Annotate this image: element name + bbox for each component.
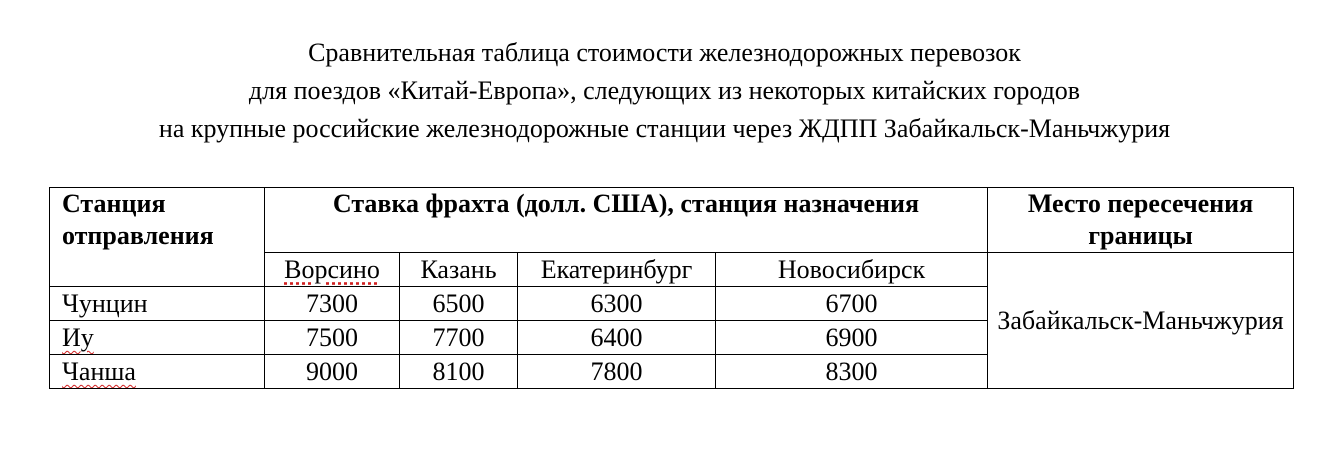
station-label: Иу	[62, 323, 94, 352]
crossing-point-cell: Забайкальск-Маньчжурия	[988, 253, 1294, 389]
station-yiwu	[50, 321, 265, 355]
header-freight-rate: Ставка фрахта (долл. США), станция назначения	[265, 188, 988, 253]
rate-cell: 6900	[716, 321, 988, 355]
rate-cell: 7300	[265, 287, 400, 321]
rate-cell: 7700	[400, 321, 518, 355]
rate-cell: 6400	[518, 321, 716, 355]
title-line-3: на крупные российские железнодорожные станции через ЖДПП Забайкальск-Маньчжурия	[158, 114, 1171, 143]
header-row	[50, 188, 1294, 253]
rate-cell: 9000	[265, 355, 400, 389]
station-chongqing: Чунцин	[50, 287, 265, 321]
title-line-1: Сравнительная таблица стоимости железнодорожных перевозок	[308, 38, 1021, 67]
rate-cell: 7500	[265, 321, 400, 355]
destination-vorsino	[265, 253, 400, 287]
rate-cell: 7800	[518, 355, 716, 389]
destination-label: Ворсино	[284, 255, 380, 284]
destination-kazan: Казань	[400, 253, 518, 287]
rate-cell: 6300	[518, 287, 716, 321]
document-title	[0, 34, 1329, 148]
destination-novosibirsk: Новосибирск	[716, 253, 988, 287]
rate-cell: 6500	[400, 287, 518, 321]
destination-yekaterinburg: Екатеринбург	[518, 253, 716, 287]
station-changsha	[50, 355, 265, 389]
title-line-2: для поездов «Китай-Европа», следующих из некоторых китайских городов	[248, 76, 1081, 105]
freight-rate-table	[49, 187, 1294, 389]
header-departure-station: Станция отправления	[50, 188, 265, 287]
station-label: Чанша	[62, 357, 136, 386]
rate-cell: 6700	[716, 287, 988, 321]
rate-cell: 8100	[400, 355, 518, 389]
header-border-crossing: Место пересечения границы	[988, 188, 1294, 253]
rate-cell: 8300	[716, 355, 988, 389]
